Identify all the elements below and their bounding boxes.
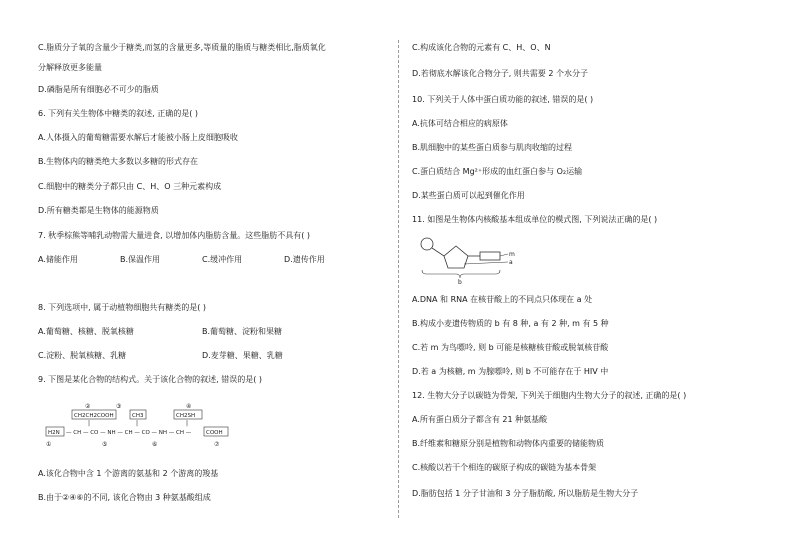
q5-option-d: D.磷脂是所有细胞必不可少的脂质 [38, 85, 159, 94]
q12-option-c: C.核酸以若干个相连的碳原子构成的碳链为基本骨架 [412, 463, 597, 472]
label-2: ② [85, 403, 91, 410]
q10-option-b: B.肌细胞中的某些蛋白质参与肌肉收缩的过程 [412, 143, 573, 152]
nucleotide-diagram [420, 234, 550, 284]
q7-option-a: A.储能作用 [38, 255, 78, 264]
q12-option-a: A.所有蛋白质分子都含有 21 种氨基酸 [412, 415, 548, 424]
q10-option-a: A.抗体可结合相应的病原体 [412, 119, 508, 128]
r-group-2: CH3 [132, 413, 144, 419]
label-7: ⑦ [214, 441, 220, 448]
q5-option-c-cont: 分解释放更多能量 [38, 63, 102, 72]
amino-group: H2N [48, 430, 60, 436]
q8-option-a: A.葡萄糖、核糖、脱氧核糖 [38, 327, 134, 336]
label-a: a [509, 259, 513, 266]
q5-option-c: C.脂质分子氧的含量少于糖类,而氢的含量更多,等质量的脂质与糖类相比,脂质氧化 [38, 43, 326, 52]
a-pointer [464, 262, 508, 264]
q6-stem: 6. 下列有关生物体中糖类的叙述, 正确的是( ) [38, 109, 199, 118]
q9-option-c: C.构成该化合物的元素有 C、H、O、N [412, 43, 551, 52]
label-1: ① [46, 441, 52, 448]
q11-option-b: B.构成小麦遗传物质的 b 有 8 种, a 有 2 种, m 有 5 种 [412, 319, 609, 328]
q7-stem: 7. 秋季棕熊等哺乳动物需大量进食, 以增加体内脂肪含量。这些脂肪不具有( ) [38, 231, 311, 240]
brace-b [422, 270, 500, 278]
q11-stem: 11. 如图是生物体内核酸基本组成单位的模式图, 下列说法正确的是( ) [412, 215, 658, 224]
label-6: ⑥ [152, 441, 158, 448]
backbone-chain: — CH — CO — NH — CH — CO — NH — CH — [66, 430, 192, 436]
q7-option-d: D.遗传作用 [284, 255, 325, 264]
q8-option-d: D.麦芽糖、果糖、乳糖 [202, 351, 283, 360]
q7-option-b: B.保温作用 [120, 255, 161, 264]
bond-3: | [186, 420, 189, 427]
column-divider [398, 40, 399, 518]
q9-stem: 9. 下图是某化合物的结构式。关于该化合物的叙述, 错误的是( ) [38, 375, 263, 384]
m-pointer [500, 254, 508, 256]
q11-option-a: A.DNA 和 RNA 在核苷酸上的不同点只体现在 a 处 [412, 295, 593, 304]
carboxyl-group: COOH [206, 430, 223, 436]
label-b: b [458, 279, 462, 284]
q8-stem: 8. 下列选项中, 属于动植物细胞共有糖类的是( ) [38, 303, 207, 312]
q10-option-d: D.某些蛋白质可以起到催化作用 [412, 191, 525, 200]
bond-2: | [136, 420, 139, 427]
q9-option-d: D.若彻底水解该化合物分子, 则共需要 2 个水分子 [412, 69, 588, 78]
q8-option-b: B.葡萄糖、淀粉和果糖 [202, 327, 283, 336]
label-m: m [509, 251, 515, 258]
q11-option-d: D.若 a 为核糖, m 为腺嘌呤, 则 b 不可能存在于 HIV 中 [412, 367, 609, 376]
q8-option-c: C.淀粉、脱氧核糖、乳糖 [38, 351, 127, 360]
q12-option-d: D.脂肪包括 1 分子甘油和 3 分子脂肪酸, 所以脂肪是生物大分子 [412, 489, 639, 498]
q6-option-b: B.生物体内的糖类绝大多数以多糖的形式存在 [38, 157, 199, 166]
q9-option-a: A.该化合物中含 1 个游离的氨基和 2 个游离的羧基 [38, 469, 219, 478]
q6-option-c: C.细胞中的糖类分子都只由 C、H、O 三种元素构成 [38, 182, 222, 191]
label-4: ④ [186, 403, 192, 410]
pentose-sugar [444, 246, 468, 268]
q10-stem: 10. 下列关于人体中蛋白质功能的叙述, 错误的是( ) [412, 95, 594, 104]
q10-option-c: C.蛋白质结合 Mg²⁺形成的血红蛋白参与 O₂运输 [412, 167, 583, 176]
label-3: ③ [116, 403, 122, 410]
base-box [480, 252, 500, 260]
r-group-1: CH2CH2COOH [74, 413, 114, 419]
q7-option-c: C.缓冲作用 [202, 255, 243, 264]
phosphate-circle [421, 238, 433, 250]
label-5: ⑤ [102, 441, 108, 448]
q11-option-c: C.若 m 为鸟嘌呤, 则 b 可能是核糖核苷酸或脱氧核苷酸 [412, 343, 609, 352]
q9-option-b: B.由于②④⑥的不同, 该化合物由 3 种氨基酸组成 [38, 493, 211, 502]
q6-option-a: A.人体摄入的葡萄糖需要水解后才能被小肠上皮细胞吸收 [38, 133, 238, 142]
r-group-3: CH2SH [176, 413, 196, 419]
phosphate-bond [432, 248, 444, 256]
q12-stem: 12. 生物大分子以碳链为骨架, 下列关于细胞内生物大分子的叙述, 正确的是( ) [412, 391, 687, 400]
q6-option-d: D.所有糖类都是生物体的能源物质 [38, 206, 159, 215]
q12-option-b: B.纤维素和糖原分别是植物和动物体内重要的储能物质 [412, 439, 605, 448]
bond-1: | [88, 420, 91, 427]
compound-structure-diagram [44, 400, 264, 458]
